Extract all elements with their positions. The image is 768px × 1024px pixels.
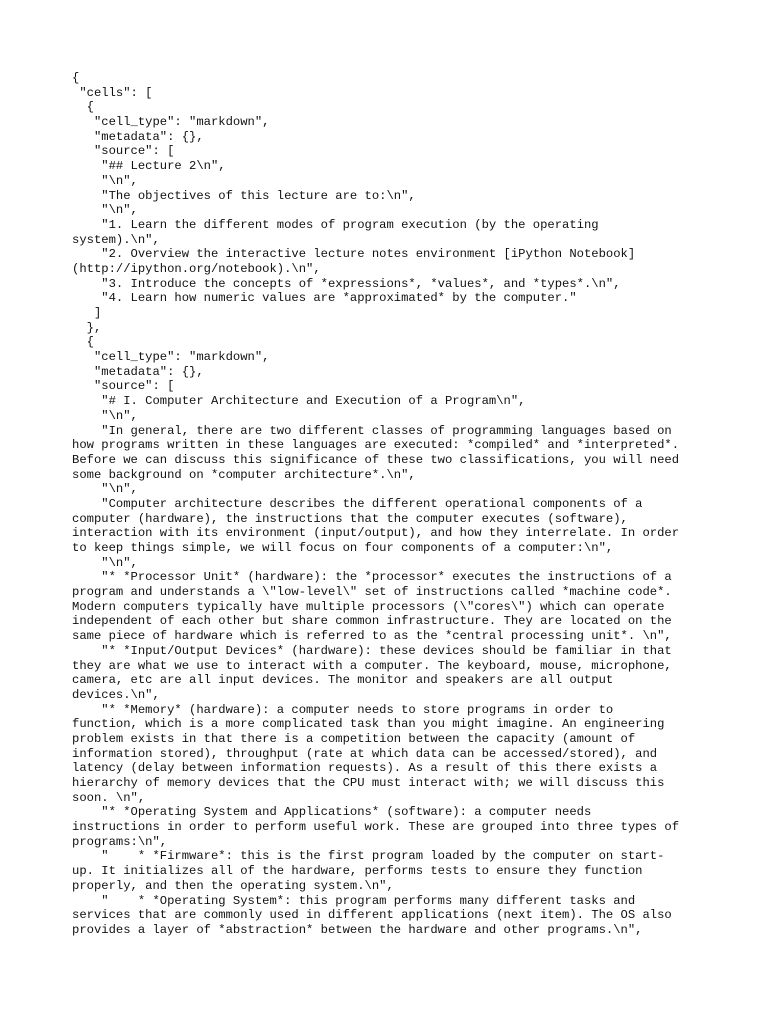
- text-line: " * *Operating System*: this program performs many different tasks and: [72, 893, 636, 908]
- text-line: "4. Learn how numeric values are *approximated* by the computer.": [72, 291, 577, 306]
- text-line: "\n",: [72, 408, 138, 423]
- text-line: "cell_type": "markdown",: [72, 115, 270, 130]
- text-line: independent of each other but share common infrastructure. They are located on the: [72, 614, 672, 629]
- document-page: [72, 71, 700, 938]
- text-line: {: [72, 335, 94, 350]
- text-line: problem exists in that there is a competition between the capacity (amount of: [72, 731, 636, 746]
- text-line: {: [72, 71, 80, 85]
- text-line: services that are commonly used in different applications (next item). The OS also: [72, 908, 672, 923]
- text-line: devices.\n",: [72, 687, 160, 702]
- text-line: "The objectives of this lecture are to:\n",: [72, 188, 416, 203]
- text-line: "\n",: [72, 173, 138, 188]
- text-line: "3. Introduce the concepts of *expressions*, *values*, and *types*.\n",: [72, 276, 621, 291]
- text-line: "# I. Computer Architecture and Execution of a Program\n",: [72, 394, 526, 409]
- text-line: to keep things simple, we will focus on four components of a computer:\n",: [72, 541, 614, 555]
- text-line: "source": [: [72, 379, 175, 394]
- text-line: program and understands a \"low-level\" set of instructions called *machine code*.: [72, 585, 672, 600]
- text-line: "\n",: [72, 482, 138, 497]
- text-line: properly, and then the operating system.\n",: [72, 878, 394, 893]
- text-line: some background on *computer architecture*.\n",: [72, 467, 416, 482]
- text-line: interaction with its environment (input/output), and how they interrelate. In order: [72, 526, 680, 541]
- text-line: "## Lecture 2\n",: [72, 159, 226, 174]
- text-line: "source": [: [72, 144, 175, 159]
- text-line: Before we can discuss this significance of these two classifications, you will need: [72, 452, 680, 467]
- text-line: soon. \n",: [72, 790, 146, 805]
- text-line: up. It initializes all of the hardware, performs tests to ensure they function: [72, 864, 643, 879]
- text-line: "cells": [: [72, 85, 153, 100]
- text-line: instructions in order to perform useful work. These are grouped into three types of: [72, 820, 680, 835]
- text-line: function, which is a more complicated task than you might imagine. An engineering: [72, 717, 665, 732]
- text-line: they are what we use to interact with a computer. The keyboard, mouse, microphone,: [72, 658, 672, 673]
- text-line: system).\n",: [72, 232, 160, 247]
- text-line: " * *Firmware*: this is the first program loaded by the computer on start-: [72, 849, 665, 864]
- text-line: provides a layer of *abstraction* between the hardware and other programs.\n",: [72, 922, 643, 937]
- text-line: how programs written in these languages are executed: *compiled* and *interpreted*.: [72, 438, 680, 453]
- text-line: "* *Memory* (hardware): a computer needs to store programs in order to: [72, 702, 614, 717]
- text-line: information stored), throughput (rate at which data can be accessed/stored), and: [72, 746, 658, 761]
- text-line: "\n",: [72, 203, 138, 218]
- text-line: same piece of hardware which is referred to as the *central processing unit*. \n",: [72, 629, 672, 644]
- text-line: camera, etc are all input devices. The monitor and speakers are all output: [72, 673, 614, 688]
- text-line: "* *Input/Output Devices* (hardware): these devices should be familiar in that: [72, 643, 672, 658]
- text-line: programs:\n",: [72, 834, 168, 849]
- text-line: },: [72, 320, 102, 335]
- text-line: "cell_type": "markdown",: [72, 350, 270, 365]
- text-line: "metadata": {},: [72, 364, 204, 379]
- text-line: Modern computers typically have multiple processors (\"cores\") which can operate: [72, 599, 665, 614]
- text-line: "Computer architecture describes the different operational components of a: [72, 496, 643, 511]
- text-line: hierarchy of memory devices that the CPU must interact with; we will discuss this: [72, 776, 665, 790]
- text-line: "* *Processor Unit* (hardware): the *processor* executes the instructions of a: [72, 570, 672, 585]
- text-line: "* *Operating System and Applications* (software): a computer needs: [72, 805, 592, 820]
- text-line: computer (hardware), the instructions that the computer executes (software),: [72, 511, 628, 526]
- text-line: {: [72, 100, 94, 115]
- text-line: "In general, there are two different classes of programming languages based on: [72, 423, 672, 438]
- text-line: "metadata": {},: [72, 129, 204, 144]
- text-line: ]: [72, 306, 102, 320]
- text-line: "\n",: [72, 555, 138, 570]
- text-line: latency (delay between information requests). As a result of this there exists a: [72, 761, 658, 776]
- text-line: (http://ipython.org/notebook).\n",: [72, 261, 321, 276]
- text-line: "2. Overview the interactive lecture notes environment [iPython Notebook]: [72, 247, 636, 262]
- text-line: "1. Learn the different modes of program execution (by the operating: [72, 217, 599, 232]
